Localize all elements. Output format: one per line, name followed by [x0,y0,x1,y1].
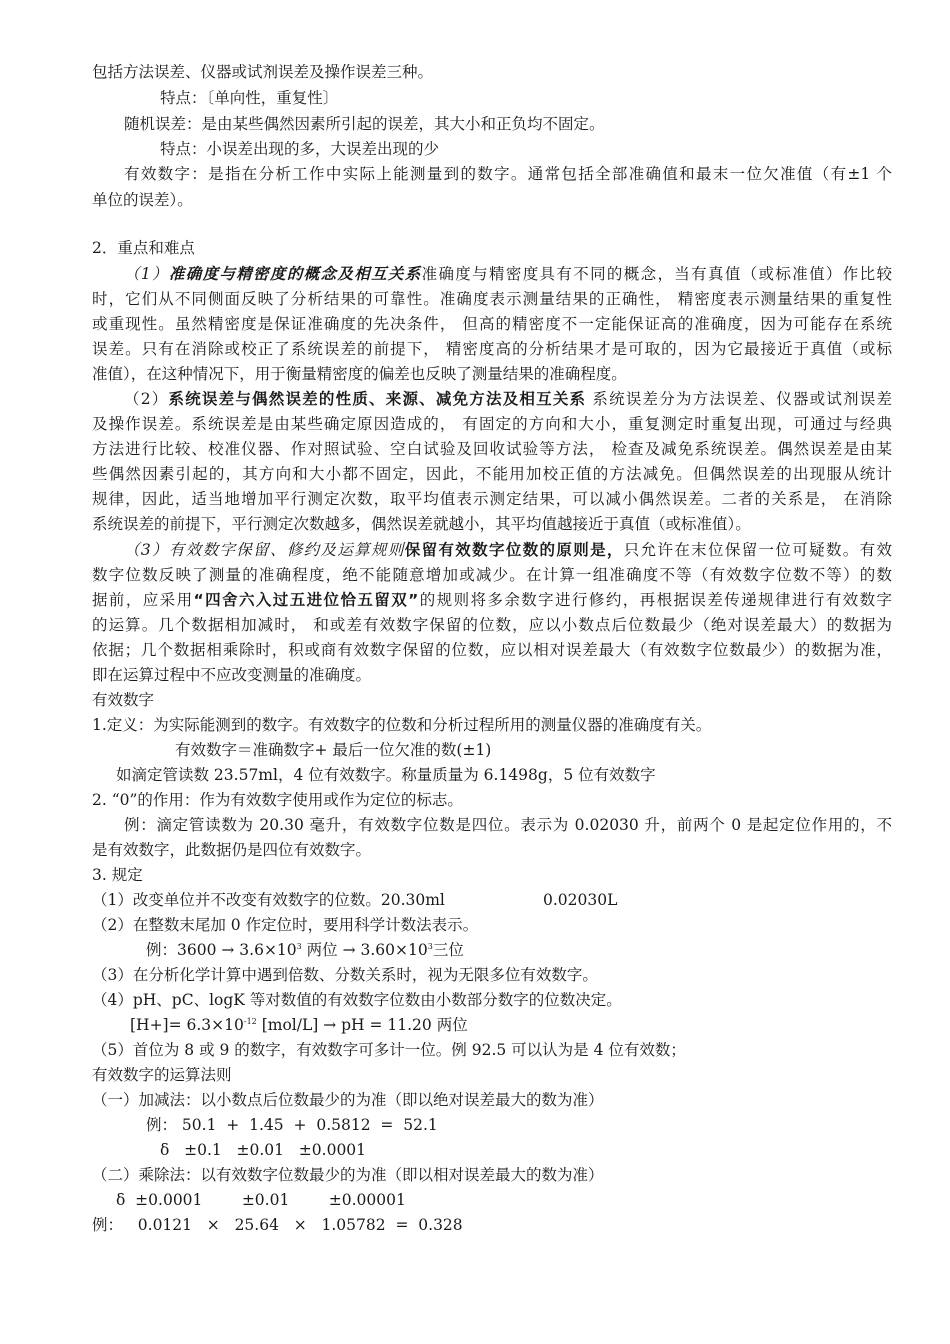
para3-line-6: 即在运算过程中不应改变测量的准确度。 [92,666,372,684]
rounding-rule: “四舍六入过五进位恰五留双” [193,591,419,609]
rule-2-exponent-1: 3 [296,942,302,951]
para1-line-2: 时，它们从不同侧面反映了分析结果的可靠性。准确度表示测量结果的正确性， 精密度表示测量结果的重复性 [92,290,892,308]
para2-line-1-text: 系统误差分为方法误差、仪器或试剂误差 [586,390,892,408]
rule-1: （1）改变单位并不改变有效数字的位数。20.30ml [92,891,445,909]
para2-prefix: （2） [124,390,169,408]
para2-line-5: 规律，因此，适当地增加平行测定次数，取平均值表示测定结果，可以减小偶然误差。二者的关系是， 在消除 [92,490,892,508]
addition-rule: （一）加减法：以小数点后位数最少的为准（即以绝对误差最大的数为准） [92,1091,604,1109]
para3-line-4: 的运算。几个数据相加减时， 和或差有效数字保留的位数，应以小数点后位数最少（绝对误差最大）的数据为 [92,616,892,634]
operation-rules-heading: 有效数字的运算法则 [92,1066,232,1084]
addition-example: 例： 50.1 + 1.45 + 0.5812 = 52.1 [146,1116,438,1134]
zero-role: 2. “0”的作用：作为有效数字使用或作为定位的标志。 [92,791,463,809]
rule-1-value: 0.02030L [543,891,618,909]
para1-prefix: （1） [124,265,169,283]
para2-title: 系统误差与偶然误差的性质、来源、减免方法及相互关系 [168,390,587,408]
rule-4: （4）pH、pC、logK 等对数值的有效数字位数由小数部分数字的位数决定。 [92,991,622,1009]
rule-5: （5）首位为 8 或 9 的数字，有效数字可多计一位。例 92.5 可以认为是 4 位有效数； [92,1041,686,1059]
intro-sig-digits-line-1: 有效数字：是指在分析工作中实际上能测量到的数字。通常包括全部准确值和最末一位欠准值（有±1 个 [124,165,892,183]
para2-line-4: 些偶然因素引起的，其方向和大小都不固定，因此，不能用加校正值的方法减免。但偶然误差的出现服从统计 [92,465,892,483]
multiplication-example: 例： 0.0121 × 25.64 × 1.05782 = 0.328 [92,1216,463,1234]
section-heading-key-points: 2．重点和难点 [92,239,195,257]
para3-line-3-a: 据前，应采用 [92,591,194,609]
definition: 1.定义：为实际能测到的数字。有效数字的位数和分析过程所用的测量仪器的准确度有关。 [92,716,712,734]
para1-line-3: 或重现性。虽然精密度是保证准确度的先决条件， 但高的精密度不一定能保证高的准确度，因为可能存在系统 [92,315,892,333]
rule-2-example-c: 三位 [432,941,464,959]
para3-line-1-text: 只允许在末位保留一位可疑数。有效 [623,541,892,559]
para3-line-1 [124,540,892,560]
sig-digits-heading: 有效数字 [92,691,155,709]
rule-4-example-a: [H+]= 6.3×10 [130,1016,244,1034]
rule-3: （3）在分析化学计算中遇到倍数、分数关系时，视为无限多位有效数字。 [92,966,598,984]
para3-line-2: 数字位数反映了测量的准确程度，绝不能随意增加或减少。在计算一组准确度不等（有效数字位数不等）的数 [92,566,892,584]
para1-title: 准确度与精密度的概念及相互关系 [168,265,422,283]
rule-4-exponent: -12 [243,1017,257,1026]
para1-line-5: 准值），在这种情况下，用于衡量精密度的偏差也反映了测量结果的准确程度。 [92,365,627,383]
multiplication-rule: （二）乘除法：以有效数字位数最少的为准（即以相对误差最大的数为准） [92,1166,604,1184]
rule-2-exponent-2: 3 [427,942,433,951]
rule-2: （2）在整数末尾加 0 作定位时，要用科学计数法表示。 [92,916,479,934]
rule-2-example-b: 两位 → 3.60×10 [301,941,428,959]
multiplication-deltas: δ ±0.0001 ±0.01 ±0.00001 [116,1191,406,1209]
intro-sig-digits-line-2: 单位的误差）。 [92,191,193,209]
rule-4-example [130,1015,468,1035]
addition-deltas: δ ±0.1 ±0.01 ±0.0001 [160,1141,367,1159]
rules-heading: 3. 规定 [92,866,143,884]
intro-random-error: 随机误差：是由某些偶然因素所引起的误差，其大小和正负均不固定。 [124,115,605,133]
intro-line-1: 包括方法误差、仪器或试剂误差及操作误差三种。 [92,63,434,81]
para3-title: （3）有效数字保留、修约及运算规则 [124,541,405,559]
para3-line-5: 依据；几个数据相乘除时，积或商有效数字保留的位数，应以相对误差最大（有效数字位数最少）的数据为准， [92,641,892,659]
para3-line-3-c: 的规则将多余数字进行修约，再根据误差传递规律进行有效数字 [418,591,892,609]
para2-line-1 [124,389,892,409]
para2-line-6: 系统误差的前提下，平行测定次数越多，偶然误差就越小，其平均值越接近于真值（或标准值）。 [92,515,751,533]
para2-line-2: 及操作误差。系统误差是由某些确定原因造成的， 有固定的方向和大小，重复测定时重复出现，可通过与经典 [92,415,892,433]
para3-principle: 保留有效数字位数的原则是， [404,541,624,559]
rule-2-example-a: 例：3600 → 3.6×10 [146,941,297,959]
zero-example-line-1: 例：滴定管读数为 20.30 毫升，有效数字位数是四位。表示为 0.02030 升，前两个 0 是起定位作用的，不 [124,816,892,834]
rule-4-example-b: [mol/L] → pH = 11.20 两位 [256,1016,468,1034]
para2-line-3: 方法进行比较、校准仪器、作对照试验、空白试验及回收试验等方法， 检查及减免系统误差。偶然误差是由某 [92,440,892,458]
para1-line-1 [124,264,892,284]
rule-2-example [146,940,464,960]
para1-line-1-text: 准确度与精密度具有不同的概念，当有真值（或标准值）作比较 [421,265,892,283]
para3-line-3 [92,590,892,610]
definition-example: 如滴定管读数 23.57ml，4 位有效数字。称量质量为 6.1498g，5 位有效数字 [116,766,656,784]
formula: 有效数字＝准确数字+ 最后一位欠准的数(±1) [175,741,492,759]
zero-example-line-2: 是有效数字，此数据仍是四位有效数字。 [92,841,372,859]
intro-feature-1: 特点：〔单向性，重复性〕 [160,89,339,107]
para1-line-4: 误差。只有在消除或校正了系统误差的前提下， 精密度高的分析结果才是可取的，因为它最接近于真值（或标 [92,340,892,358]
intro-feature-2: 特点：小误差出现的多，大误差出现的少 [160,140,440,158]
